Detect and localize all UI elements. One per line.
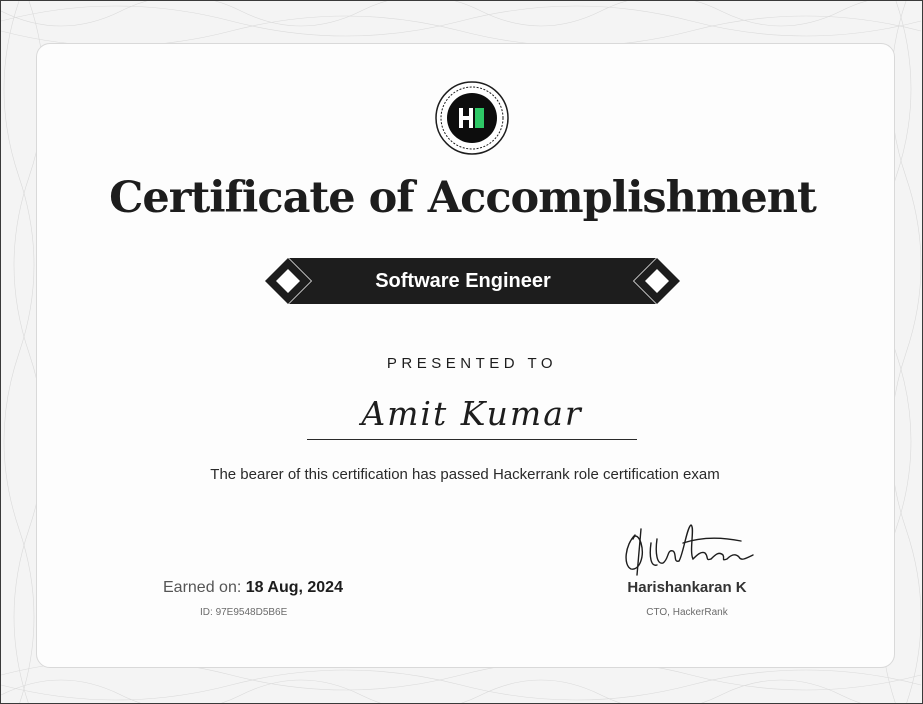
signatory-name: Harishankaran K xyxy=(627,579,747,596)
signatory-role: CTO, HackerRank xyxy=(646,607,728,618)
certificate-id xyxy=(200,607,287,618)
hackerrank-seal xyxy=(435,81,509,155)
earned-on xyxy=(163,579,343,597)
presented-to-label: PRESENTED TO xyxy=(386,355,558,372)
signature-image xyxy=(621,521,761,579)
name-underline xyxy=(307,439,637,440)
certificate-description: The bearer of this certification has passed Hackerrank role certification exam xyxy=(210,466,720,483)
recipient-name: Amit Kumar xyxy=(361,394,583,433)
earned-label: Earned on: xyxy=(163,579,242,596)
certificate-title: Certificate of Accomplishment xyxy=(109,173,816,223)
earned-date: 18 Aug, 2024 xyxy=(245,579,343,596)
id-value: 97E9548D5B6E xyxy=(215,607,288,618)
id-label: ID: xyxy=(200,607,213,618)
hackerrank-logo-icon xyxy=(459,108,484,128)
role-label: Software Engineer xyxy=(375,270,551,292)
